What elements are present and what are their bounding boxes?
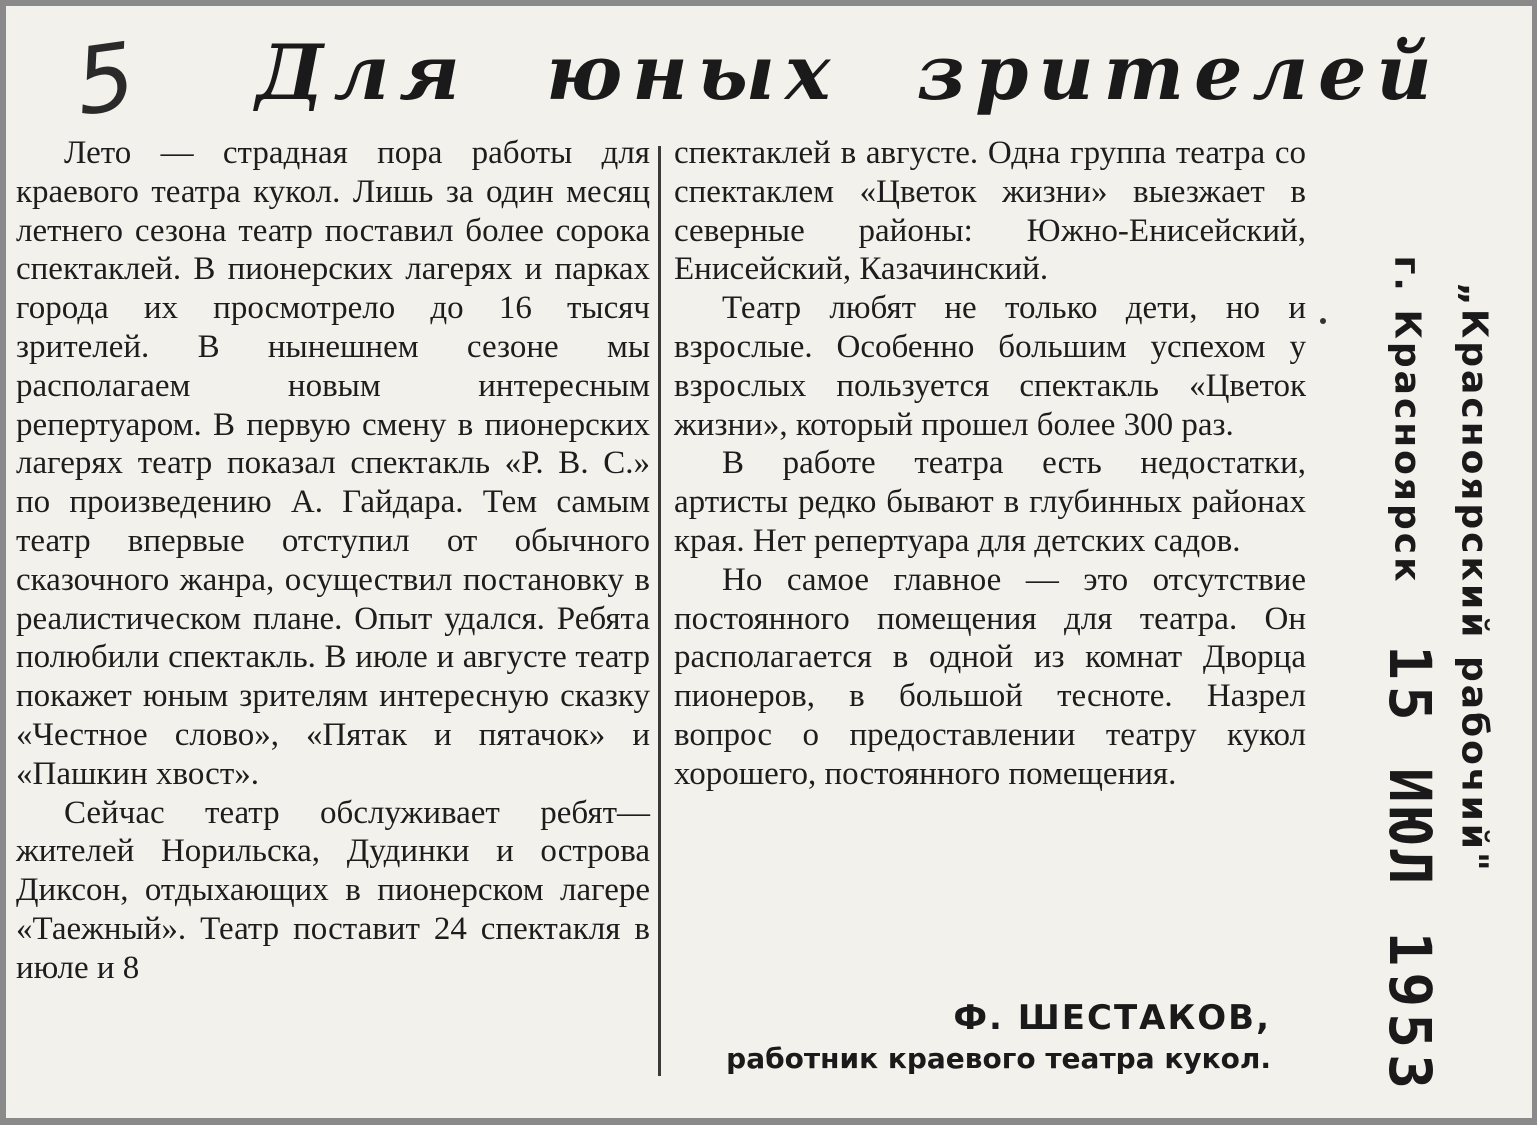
article-headline: Для юных зрителей — [256, 28, 1442, 117]
speck — [1320, 318, 1326, 324]
newspaper-stamp — [1454, 282, 1495, 874]
handwritten-number: 5 — [68, 22, 142, 137]
paragraph: Сейчас театр обслуживает ребят— жителей Норильска, Дудинки и острова Диксон, отдыхающих в пионерском лагере «Таежный». Театр поставит 24 спектакля в июле и 8 — [16, 794, 650, 986]
paragraph: В работе театра есть недостатки, артисты редко бывают в глубинных районах края. Нет репертуара для детских садов. — [674, 445, 1306, 559]
stamp-city: г. Красноярск — [1386, 255, 1428, 585]
paragraph: Но самое главное — это отсутствие постоянного помещения для театра. Он располагается в одной из комнат Дворца пионеров, в большой тесноте. Назрел вопрос о предоставлении театру кукол хорошего, постоянного помещения. — [674, 561, 1306, 792]
newspaper-clipping — [6, 6, 1532, 1118]
author-name: Ф. ШЕСТАКОВ, — [953, 998, 1271, 1038]
stamp-newspaper-name: „Красноярский рабочий" — [1453, 282, 1495, 874]
column-divider — [658, 146, 661, 1076]
stamp-date: 15 ИЮЛ 1953 — [1376, 644, 1444, 1096]
article-column-right — [674, 134, 1306, 794]
paragraph: Театр любят не только дети, но и взрослые. Особенно большим успехом у взрослых пользуется спектакль «Цветок жизни», который прошел более 300 раз. — [674, 290, 1306, 443]
article-column-left — [16, 134, 650, 988]
paragraph: Лето — страдная пора работы для краевого театра кукол. Лишь за один месяц летнего сезона театр поставил более сорока спектаклей. В пионерских лагерях и парках города их просмотрело до 16 тысяч зрителей. В нынешнем сезоне мы располагаем новым интересным репертуаром. В первую смену в пионерских лагерях театр показал спектакль «Р. В. С.» по произведению А. Гайдара. Тем самым театр впервые отступил от обычного сказочного жанра, осуществил постановку в реалистическом плане. Опыт удался. Ребята полюбили спектакль. В июле и августе театр покажет юным зрителям интересную сказку «Честное слово», «Пятак и пятачок» и «Пашкин хвост». — [16, 135, 650, 792]
author-role: работник краевого театра кукол. — [726, 1042, 1271, 1075]
paragraph: спектаклей в августе. Одна группа театра со спектаклем «Цветок жизни» выезжает в северные районы: Южно-Енисейский, Енисейский, Казачинский. — [674, 135, 1306, 288]
